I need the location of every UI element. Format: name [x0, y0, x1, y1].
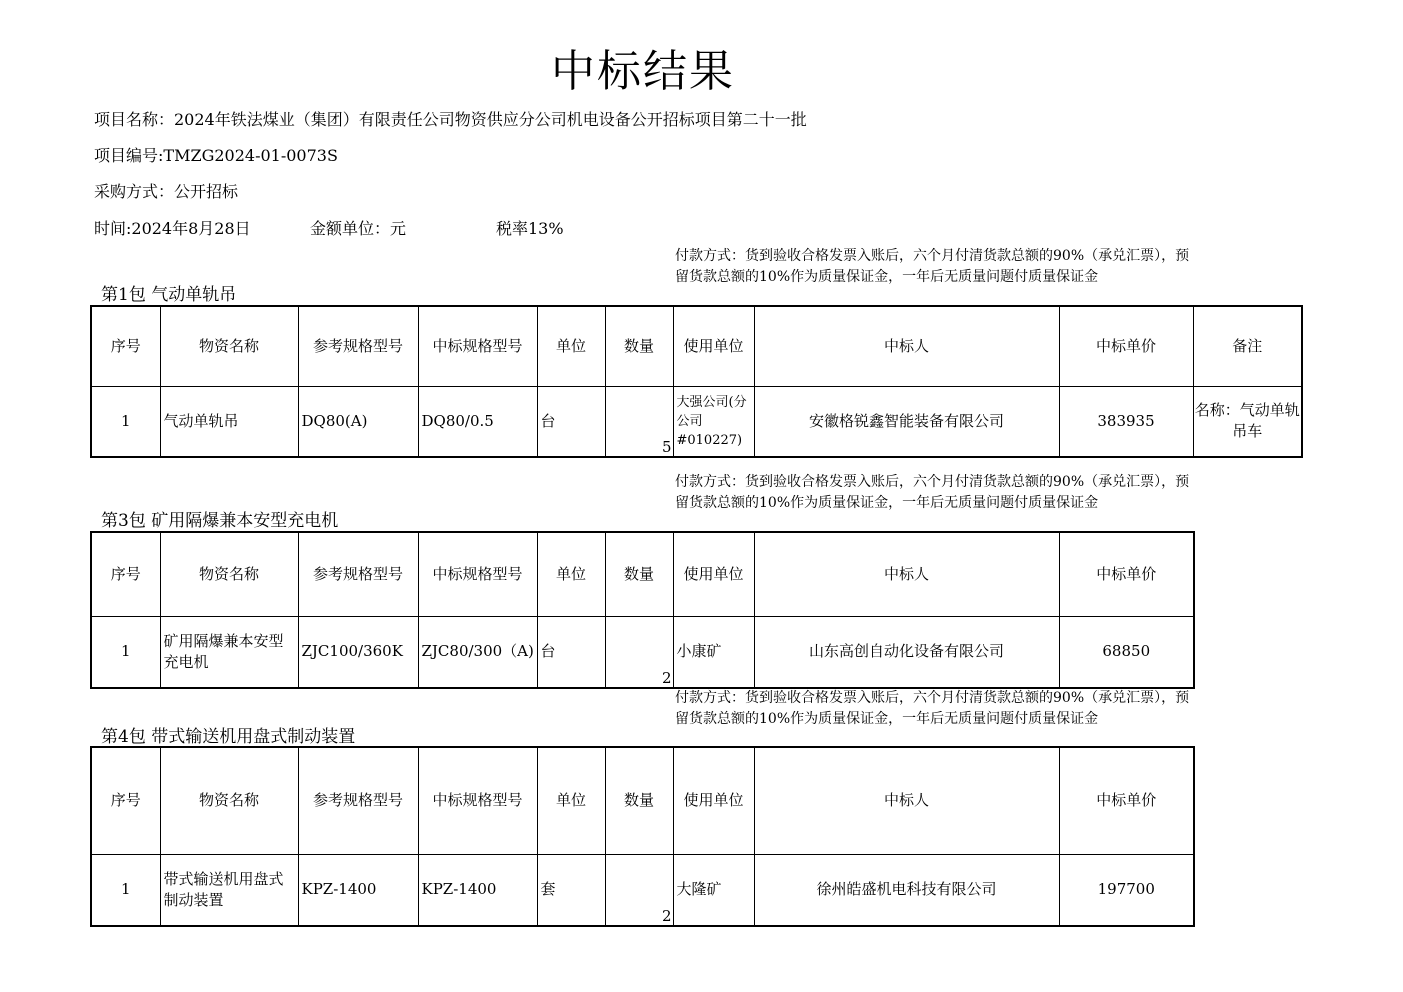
unit: 台	[537, 386, 605, 457]
header-cell: 数量	[605, 306, 673, 386]
header-cell: 单位	[537, 532, 605, 616]
package-4-table	[90, 746, 1195, 927]
reference-spec: DQ80(A)	[298, 386, 418, 457]
winning-spec: ZJC80/300（A)	[418, 616, 537, 688]
user-unit: 小康矿	[673, 616, 754, 688]
header-cell: 使用单位	[673, 306, 754, 386]
quantity: 2	[605, 854, 673, 926]
user-unit: 大隆矿	[673, 854, 754, 926]
unit-price: 383935	[1059, 386, 1193, 457]
quantity: 2	[605, 616, 673, 688]
material-name: 带式输送机用盘式制动装置	[160, 854, 298, 926]
header-cell: 物资名称	[160, 532, 298, 616]
header-cell: 使用单位	[673, 747, 754, 854]
package-4-payment-terms: 付款方式：货到验收合格发票入账后，六个月付清货款总额的90%（承兑汇票），预留货款总额的10%作为质量保证金，一年后无质量问题付质量保证金	[675, 690, 1190, 727]
header-cell: 中标规格型号	[418, 306, 537, 386]
header-cell: 数量	[605, 747, 673, 854]
header-cell: 中标人	[754, 747, 1059, 854]
package-1-title: 第1包 气动单轨吊	[101, 285, 237, 305]
header-cell: 中标单价	[1059, 532, 1194, 616]
package-4-title: 第4包 带式输送机用盘式制动装置	[101, 727, 356, 747]
quantity: 5	[605, 386, 673, 457]
package-1-payment-terms: 付款方式：货到验收合格发票入账后，六个月付清货款总额的90%（承兑汇票），预留货款总额的10%作为质量保证金，一年后无质量问题付质量保证金	[675, 248, 1190, 285]
table-row	[91, 386, 1302, 457]
page-title: 中标结果	[551, 46, 735, 97]
project-number: 项目编号:TMZG2024-01-0073S	[94, 146, 338, 165]
header-cell: 中标规格型号	[418, 747, 537, 854]
header-cell: 单位	[537, 747, 605, 854]
reference-spec: ZJC100/360K	[298, 616, 418, 688]
package-3-payment-terms: 付款方式：货到验收合格发票入账后，六个月付清货款总额的90%（承兑汇票），预留货款总额的10%作为质量保证金，一年后无质量问题付质量保证金	[675, 474, 1190, 511]
winning-spec: DQ80/0.5	[418, 386, 537, 457]
table-header-row	[91, 306, 1302, 386]
header-cell: 序号	[91, 747, 160, 854]
header-cell: 参考规格型号	[298, 747, 418, 854]
package-3-title: 第3包 矿用隔爆兼本安型充电机	[101, 511, 339, 531]
table-row	[91, 854, 1194, 926]
material-name: 气动单轨吊	[160, 386, 298, 457]
project-name: 项目名称：2024年铁法煤业（集团）有限责任公司物资供应分公司机电设备公开招标项目第二十一批	[94, 110, 807, 129]
material-name: 矿用隔爆兼本安型充电机	[160, 616, 298, 688]
header-cell: 物资名称	[160, 306, 298, 386]
unit: 套	[537, 854, 605, 926]
header-cell: 备注	[1193, 306, 1302, 386]
header-cell: 单位	[537, 306, 605, 386]
table-row	[91, 616, 1194, 688]
header-cell: 数量	[605, 532, 673, 616]
unit-price: 197700	[1059, 854, 1194, 926]
table-header-row	[91, 747, 1194, 854]
header-cell: 中标规格型号	[418, 532, 537, 616]
tax-rate: 税率13%	[496, 219, 564, 238]
package-1-table	[90, 305, 1303, 458]
date: 时间:2024年8月28日	[94, 219, 251, 238]
winning-spec: KPZ-1400	[418, 854, 537, 926]
winning-bidder: 徐州皓盛机电科技有限公司	[754, 854, 1059, 926]
amount-unit: 金额单位：元	[310, 219, 407, 238]
package-3-table	[90, 531, 1195, 689]
unit-price: 68850	[1059, 616, 1194, 688]
header-cell: 使用单位	[673, 532, 754, 616]
header-cell: 中标人	[754, 306, 1059, 386]
header-cell: 中标单价	[1059, 747, 1194, 854]
row-number: 1	[91, 854, 160, 926]
winning-bidder: 山东高创自动化设备有限公司	[754, 616, 1059, 688]
header-cell: 序号	[91, 532, 160, 616]
table-header-row	[91, 532, 1194, 616]
header-cell: 序号	[91, 306, 160, 386]
header-cell: 参考规格型号	[298, 306, 418, 386]
row-number: 1	[91, 386, 160, 457]
reference-spec: KPZ-1400	[298, 854, 418, 926]
header-cell: 物资名称	[160, 747, 298, 854]
header-cell: 中标人	[754, 532, 1059, 616]
remark: 名称：气动单轨吊车	[1193, 386, 1302, 457]
unit: 台	[537, 616, 605, 688]
header-cell: 中标单价	[1059, 306, 1193, 386]
row-number: 1	[91, 616, 160, 688]
winning-bidder: 安徽格锐鑫智能装备有限公司	[754, 386, 1059, 457]
user-unit: 大强公司(分公司#010227)	[673, 386, 754, 457]
procurement-method: 采购方式：公开招标	[94, 182, 239, 201]
header-cell: 参考规格型号	[298, 532, 418, 616]
